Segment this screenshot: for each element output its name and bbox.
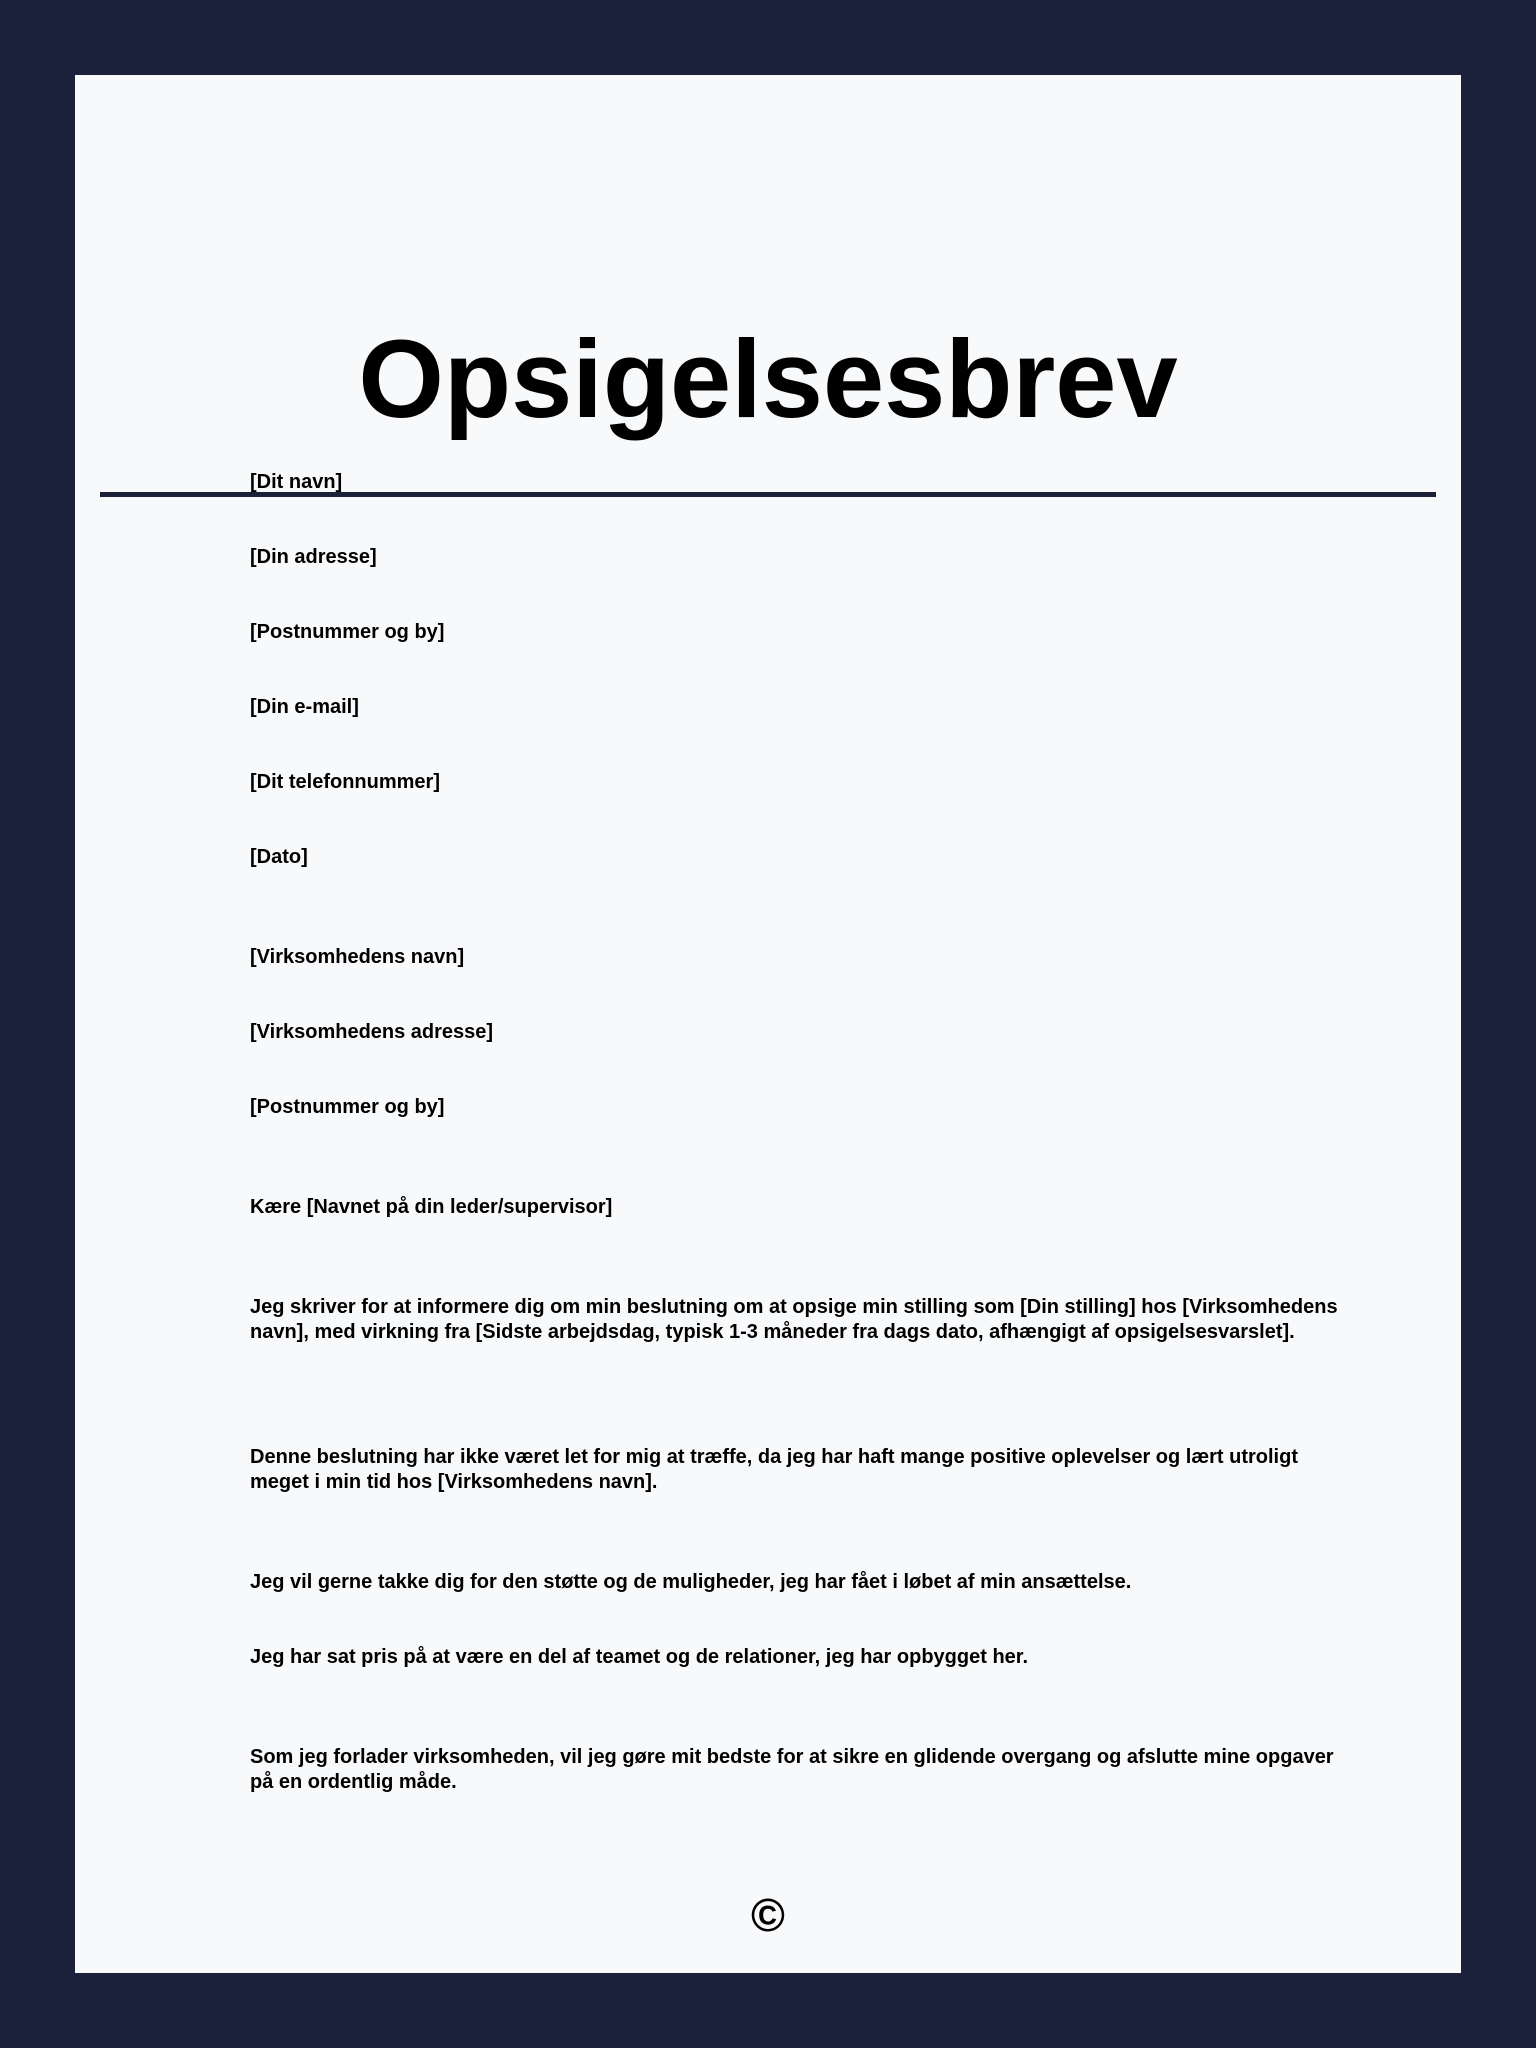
greeting: Kære [Navnet på din leder/supervisor] bbox=[250, 1196, 613, 1218]
body-paragraph-5: Som jeg forlader virksomheden, vil jeg gøre mit bedste for at sikre en glidende overgang og afslutte mine opgaver på en ordentlig måde. bbox=[250, 1746, 1334, 1793]
sender-address: [Din adresse] bbox=[250, 546, 377, 568]
recipient-postal: [Postnummer og by] bbox=[250, 1096, 445, 1118]
body-paragraph-1: Jeg skriver for at informere dig om min beslutning om at opsige min stilling som [Din stilling] hos [Virksomhedens navn], med virkning fra [Sidste arbejdsdag, typisk 1-3 måneder fra dags dato, afhængigt af opsigelsesvarslet]. bbox=[250, 1296, 1338, 1343]
recipient-company: [Virksomhedens navn] bbox=[250, 946, 465, 968]
recipient-address: [Virksomhedens adresse] bbox=[250, 1021, 494, 1043]
body-paragraph-2: Denne beslutning har ikke været let for mig at træffe, da jeg har haft mange positive oplevelser og lært utroligt meget i min tid hos [Virksomhedens navn]. bbox=[250, 1446, 1298, 1493]
letter-date: [Dato] bbox=[250, 846, 308, 868]
sender-phone: [Dit telefonnummer] bbox=[250, 771, 440, 793]
sender-email: [Din e-mail] bbox=[250, 696, 359, 718]
page-title: Opsigelsesbrev bbox=[358, 318, 1178, 441]
sender-postal: [Postnummer og by] bbox=[250, 621, 445, 643]
body-paragraph-4: Jeg har sat pris på at være en del af teamet og de relationer, jeg har opbygget her. bbox=[250, 1646, 1029, 1668]
sender-name: [Dit navn] bbox=[250, 471, 343, 493]
body-paragraph-3: Jeg vil gerne takke dig for den støtte og de muligheder, jeg har fået i løbet af min ansættelse. bbox=[250, 1571, 1132, 1593]
copyright-icon: © bbox=[751, 1889, 785, 1941]
document-page bbox=[75, 75, 1461, 1973]
